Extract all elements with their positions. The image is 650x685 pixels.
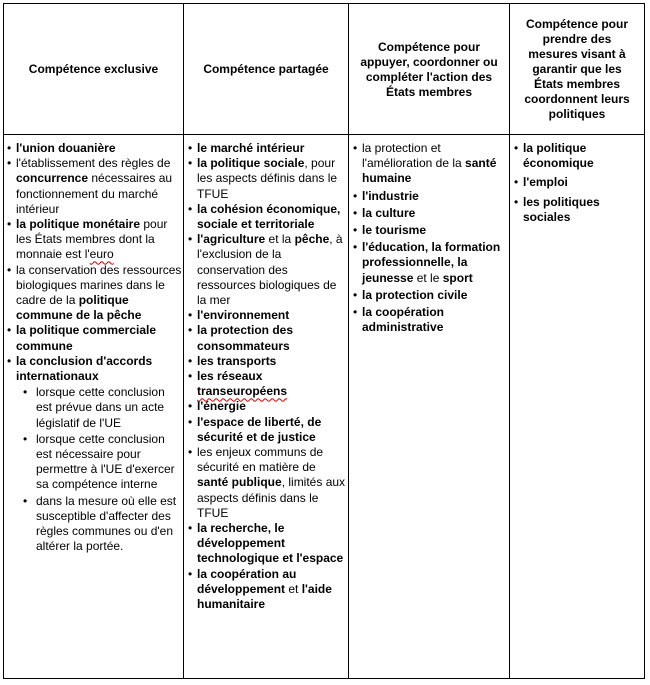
list-item: • l'union douanière <box>6 141 182 156</box>
list-item: • le tourisme <box>352 223 506 238</box>
list-item: • le marché intérieur <box>187 141 347 156</box>
list-item: • les transports <box>187 354 347 369</box>
list-item: • la politique commerciale commune <box>6 323 182 353</box>
list-item: • les enjeux communs de sécurité en matière de santé publique, limités aux aspects définis dans le TFUE <box>187 445 347 521</box>
list-item: • la protection et l'amélioration de la santé humaine <box>352 141 506 187</box>
header-coordination: Compétence pour prendre des mesures visant à garantir que les États membres coordonnent leurs politiques <box>524 16 630 121</box>
column-coordination <box>513 141 641 229</box>
header-support: Compétence pour appuyer, coordonner ou compléter l'action des États membres <box>360 40 498 99</box>
sub-list-item: • dans la mesure où elle est susceptible d'affecter des règles communes ou d'en altérer la portée. <box>16 494 182 555</box>
list-item: • les réseaux transeuropéens <box>187 369 347 399</box>
list-item: • l'industrie <box>352 189 506 204</box>
list-item: • l'établissement des règles de concurrence nécessaires au fonctionnement du marché intérieur <box>6 156 182 217</box>
list-item: • les politiques sociales <box>513 195 641 225</box>
list-item: • la protection des consommateurs <box>187 323 347 353</box>
header-divider <box>4 134 644 135</box>
list-item: • l'agriculture et la pêche, à l'exclusion de la conservation des ressources biologiques de la mer <box>187 232 347 308</box>
list-item: • la coopération au développement et l'aide humanitaire <box>187 567 347 613</box>
list-item: • la coopération administrative <box>352 305 506 335</box>
list-item: • l'énergie <box>187 399 347 414</box>
list-item: • l'emploi <box>513 175 641 190</box>
header-shared: Compétence partagée <box>203 61 329 76</box>
column-shared <box>187 141 347 612</box>
header-exclusive: Compétence exclusive <box>28 61 159 76</box>
sub-list-item: • lorsque cette conclusion est nécessaire pour permettre à l'UE d'exercer sa compétence interne <box>16 432 182 493</box>
sub-list-item: • lorsque cette conclusion est prévue dans un acte législatif de l'UE <box>16 385 182 431</box>
competence-table <box>3 3 645 679</box>
list-item: • l'environnement <box>187 308 347 323</box>
column-exclusive <box>6 141 182 555</box>
list-item: • l'éducation, la formation professionnelle, la jeunesse et le sport <box>352 240 506 286</box>
list-item: • la conclusion d'accords internationaux • lorsque cette conclusion est prévue dans un acte législatif de l'UE • lorsque cette conclusion est nécessaire pour permettre à l'UE d'exercer sa compétence interne • dans la mesure où elle est susceptible d'affecter des règles communes ou d'en altérer la portée. <box>6 354 182 555</box>
list-item: • l'espace de liberté, de sécurité et de justice <box>187 415 347 445</box>
list-item: • la conservation des ressources biologiques marines dans le cadre de la politique commune de la pêche <box>6 263 182 324</box>
list-item: • la cohésion économique, sociale et territoriale <box>187 202 347 232</box>
list-item: • la recherche, le développement technologique et l'espace <box>187 521 347 567</box>
column-support <box>352 141 506 337</box>
list-item: • la politique monétaire pour les États membres dont la monnaie est l'euro <box>6 217 182 263</box>
list-item: • la protection civile <box>352 288 506 303</box>
list-item: • la politique sociale, pour les aspects définis dans le TFUE <box>187 156 347 202</box>
list-item: • la culture <box>352 206 506 221</box>
list-item: • la politique économique <box>513 141 641 171</box>
